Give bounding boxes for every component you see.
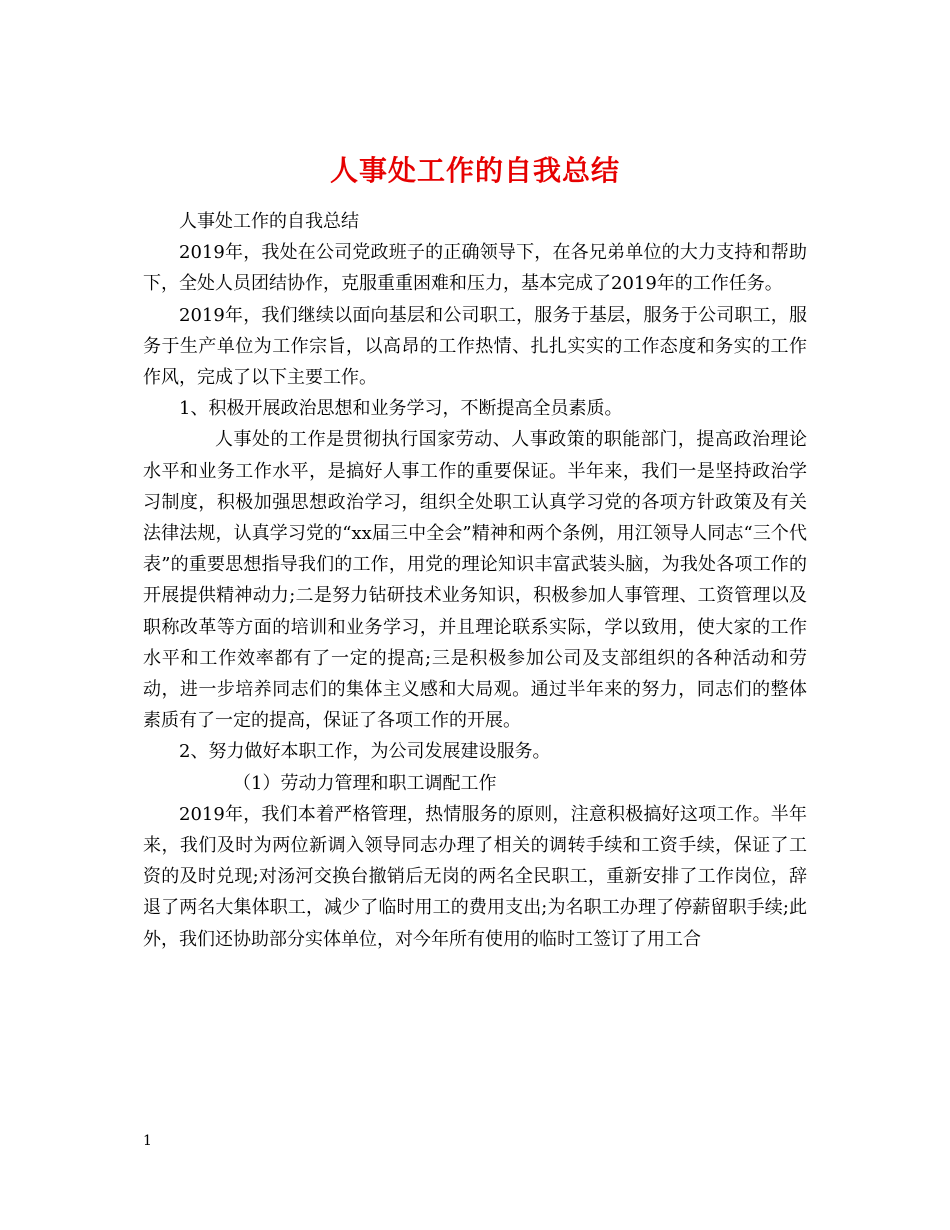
document-body [143, 206, 807, 955]
paragraph-labor: 2019年，我们本着严格管理，热情服务的原则，注意积极搞好这项工作。半年来，我们及时为两位新调入领导同志办理了相关的调转手续和工资手续，保证了工资的及时兑现;对汤河交换台撤销后无岗的两名全民职工，重新安排了工作岗位，辞退了两名大集体职工，减少了临时用工的费用支出;为名职工办理了停薪留职手续;此外，我们还协助部分实体单位，对今年所有使用的临时工签订了用工合 [143, 803, 807, 950]
paragraph-heading: 人事处工作的自我总结 [179, 211, 359, 232]
paragraph-intro: 2019年，我处在公司党政班子的正确领导下，在各兄弟单位的大力支持和帮助下，全处人员团结协作，克服重重困难和压力，基本完成了2019年的工作任务。 [143, 242, 807, 295]
page-number: 1 [143, 1133, 152, 1149]
section-heading-2: 2、努力做好本职工作，为公司发展建设服务。 [179, 741, 551, 763]
subsection-heading-1: （1）劳动力管理和职工调配工作 [233, 772, 497, 794]
document-title: 人事处工作的自我总结 [329, 153, 620, 187]
paragraph-overview: 2019年，我们继续以面向基层和公司职工，服务于基层，服务于公司职工，服务于生产单位为工作宗旨，以高昂的工作热情、扎扎实实的工作态度和务实的工作作风，完成了以下主要工作。 [143, 304, 807, 389]
paragraph-study: 人事处的工作是贯彻执行国家劳动、人事政策的职能部门，提高政治理论水平和业务工作水平，是搞好人事工作的重要保证。半年来，我们一是坚持政治学习制度，积极加强思想政治学习，组织全处职工认真学习党的各项方针政策及有关法律法规，认真学习党的“xx届三中全会”精神和两个条例，用江领导人同志“三个代表”的重要思想指导我们的工作，用党的理论知识丰富武装头脑，为我处各项工作的开展提供精神动力;二是努力钻研技术业务知识，积极参加人事管理、工资管理以及职称改革等方面的培训和业务学习，并且理论联系实际，学以致用，使大家的工作水平和工作效率都有了一定的提高;三是积极参加公司及支部组织的各种活动和劳动，进一步培养同志们的集体主义感和大局观。通过半年来的努力，同志们的整体素质有了一定的提高，保证了各项工作的开展。 [143, 429, 807, 732]
section-heading-1: 1、积极开展政治思想和业务学习，不断提高全员素质。 [179, 398, 623, 420]
